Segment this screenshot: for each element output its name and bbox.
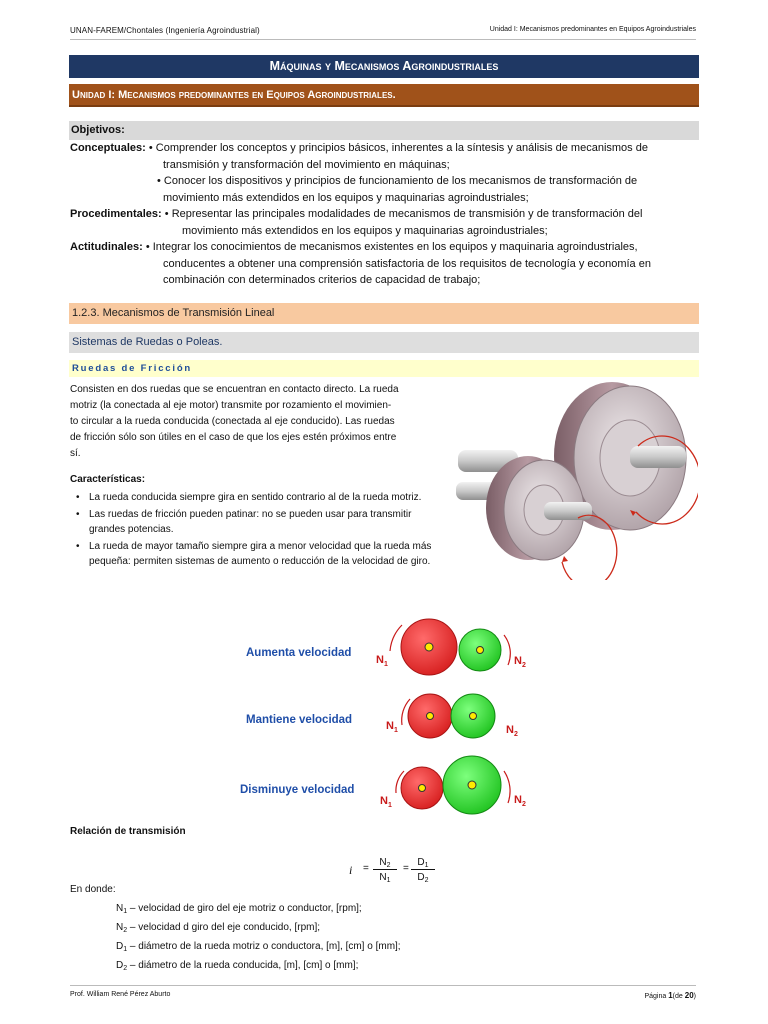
row-label-disminuye: Disminuye velocidad — [240, 784, 355, 796]
label-n2: $N_2$ — [506, 724, 518, 738]
objective-procedimental: Procedimentales: • Representar las principales modalidades de mecanismos de transmisión y de transformación del — [70, 208, 643, 220]
procedimental-label: Procedimentales — [70, 208, 159, 220]
actitudinal-c: combinación con determinados criterios de capacidad de trabajo; — [163, 274, 481, 286]
section-heading-1: 1.2.3. Mecanismos de Transmisión Lineal — [69, 303, 699, 324]
row-label-mantiene: Mantiene velocidad — [246, 714, 353, 726]
list-item: $D_1$ – diámetro de la rueda motriz o conductora, [m], [cm] o [mm]; — [116, 941, 401, 953]
conceptual-2a: • Conocer los dispositivos y principios de funcionamiento de los mecanismos de transformación de — [157, 175, 638, 187]
small-shaft-right — [544, 502, 592, 520]
intro-line-5: sí. — [70, 448, 81, 459]
characteristics-title: Características: — [70, 474, 146, 485]
page-footer — [70, 985, 696, 999]
axle-dot — [419, 785, 426, 792]
rotation-arrow — [504, 771, 510, 803]
objective-conceptual-1: Conceptuales: • Comprender los conceptos y principios básicos, inherentes a la síntesis y análisis de mecanismos de — [70, 142, 648, 154]
intro-line-1: Consisten en dos ruedas que se encuentran en contacto directo. La rueda — [70, 384, 399, 395]
objectives-heading: Objetivos: — [69, 121, 699, 140]
definitions-list — [116, 901, 401, 977]
document-title: Máquinas y Mecanismos Agroindustriales — [69, 55, 699, 78]
intro-line-3: to circular a la rueda conducida (conectada al eje conducido). Las ruedas — [70, 416, 395, 427]
section-heading-2: Sistemas de Ruedas o Poleas. — [69, 332, 699, 353]
conceptual-2b: movimiento más extendidos en los equipos y maquinarias agroindustriales; — [163, 191, 529, 204]
procedimental-a: • Representar las principales modalidades de mecanismos de transmisión y de transformación del — [164, 208, 643, 220]
row-label-aumenta: Aumenta velocidad — [246, 647, 352, 659]
label-n1: $N_1$ — [380, 795, 392, 809]
relation-title: Relación de transmisión — [70, 826, 186, 837]
actitudinal-b: conducentes a obtener una comprensión satisfactoria de los requisitos de tecnología y economía en — [163, 257, 651, 270]
actitudinal-a: • Integrar los conocimientos de mecanismos existentes en los equipos y maquinaria agroindustriales, — [145, 241, 638, 253]
fraction-n: $N_2$ $N_1$ — [373, 855, 397, 885]
section-heading-3: Ruedas de Fricción — [69, 360, 699, 377]
axle-dot — [470, 713, 477, 720]
axle-dot — [468, 781, 476, 789]
friction-wheels-illustration — [452, 362, 698, 580]
arrow-head-icon — [562, 556, 568, 562]
formula-equals-2: = — [403, 863, 409, 874]
formula-i: i — [349, 863, 353, 877]
label-n2: $N_2$ — [514, 794, 526, 808]
actitudinal-label: Actitudinales — [70, 241, 140, 253]
list-item: • La rueda de mayor tamaño siempre gira a menor velocidad que la rueda más pequeña: permiten sistemas de aumento o reducción de la velocidad de giro. — [76, 539, 446, 570]
where-title: En donde: — [70, 884, 116, 895]
header-left: UNAN-FAREM/Chontales (Ingeniería Agroindustrial) — [70, 26, 260, 35]
label-n1: $N_1$ — [376, 654, 388, 668]
list-item: $D_2$ – diámetro de la rueda conducida, [m], [cm] o [mm]; — [116, 960, 359, 972]
speed-diagram — [232, 605, 542, 820]
procedimental-b: movimiento más extendidos en los equipos y maquinarias agroindustriales; — [182, 224, 548, 237]
shaft-right — [630, 446, 686, 468]
unit-title: Unidad I: Mecanismos predominantes en Equipos Agroindustriales. — [69, 84, 699, 107]
list-item: • La rueda conducida siempre gira en sentido contrario al de la rueda motriz. — [76, 490, 446, 506]
axle-dot — [427, 713, 434, 720]
axle-dot — [425, 643, 433, 651]
header-right: Unidad I: Mecanismos predominantes en Equipos Agroindustriales — [489, 26, 696, 33]
conceptual-1b: transmisión y transformación del movimiento en máquinas; — [163, 158, 450, 171]
rotation-arrow — [504, 635, 510, 665]
objective-actitudinal: Actitudinales: • Integrar los conocimientos de mecanismos existentes en los equipos y maquinaria agroindustriales, — [70, 241, 638, 253]
rotation-arrow — [390, 625, 402, 651]
formula-equals-1: = — [363, 863, 369, 874]
conceptual-1a: • Comprender los conceptos y principios básicos, inherentes a la síntesis y análisis de mecanismos de — [148, 142, 648, 154]
page-header — [70, 26, 696, 40]
list-item: • Las ruedas de fricción pueden patinar: no se pueden usar para transmitir grandes potencias. — [76, 507, 446, 538]
conceptual-label: Conceptuales — [70, 142, 143, 154]
page-number: Página 1(de 20) — [644, 991, 696, 1000]
intro-line-2: motriz (la conectada al eje motor) transmite por rozamiento el movimien- — [70, 400, 392, 411]
axle-dot — [477, 647, 484, 654]
intro-line-4: de fricción sólo son útiles en el caso de que los ejes estén próximos entre — [70, 432, 397, 443]
label-n1: $N_1$ — [386, 720, 398, 734]
list-item: $N_2$ – velocidad d giro del eje conducido, [rpm]; — [116, 922, 321, 934]
fraction-d: $D_1$ $D_2$ — [411, 855, 435, 885]
list-item: $N_1$ – velocidad de giro del eje motriz o conductor, [rpm]; — [116, 903, 362, 915]
transmission-formula — [345, 855, 445, 889]
footer-author: Prof. William René Pérez Aburto — [70, 991, 171, 998]
characteristics-list — [76, 490, 446, 571]
label-n2: $N_2$ — [514, 655, 526, 669]
